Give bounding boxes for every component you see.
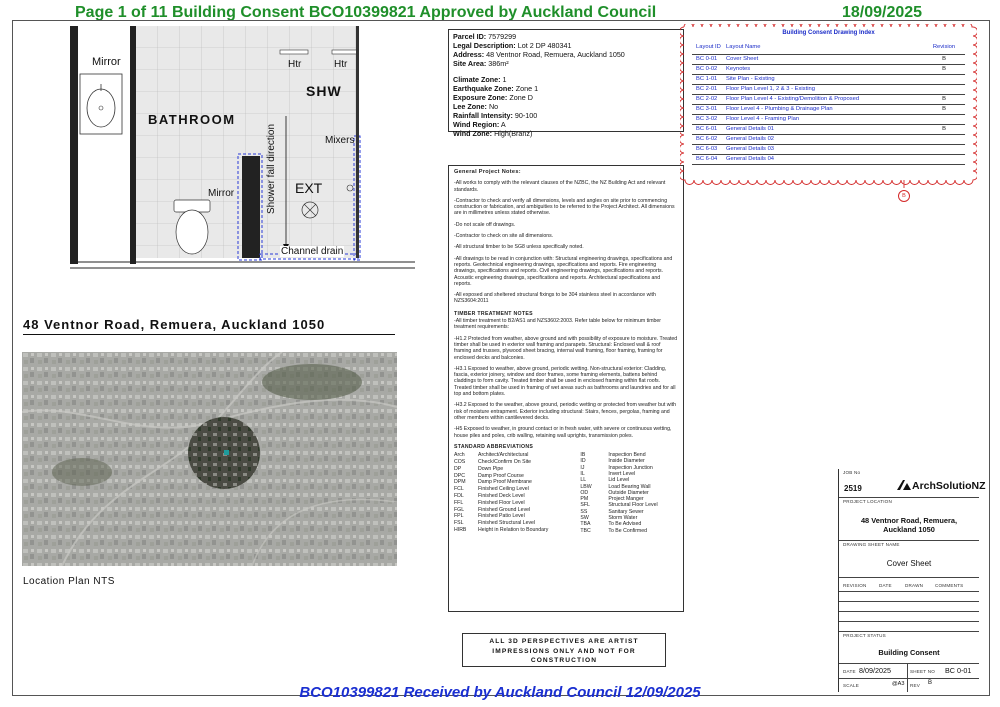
earthquake-label: Earthquake Zone: [453, 84, 514, 93]
abbreviation-meaning: Invert Level [608, 470, 636, 477]
lee-value: No [488, 102, 499, 111]
comments-col-label: COMMENTS [935, 583, 964, 588]
shower-fall-label: Shower fall direction [266, 123, 277, 214]
abbreviation-code: HIRB [454, 527, 467, 534]
abbreviation-meaning: Damp Proof Course [478, 472, 524, 479]
abbreviation-code: FFL [454, 499, 464, 506]
ext-label: EXT [295, 180, 323, 196]
abbreviation-code: OD [580, 489, 589, 496]
company-logo [897, 480, 986, 492]
index-table [692, 41, 965, 165]
abbreviations-right [580, 452, 657, 534]
abbreviation-code: COS [454, 458, 466, 465]
index-header-rev: Revision [923, 41, 965, 54]
wind-region-value: A [500, 120, 506, 129]
index-cell-id: BC 0-02 [692, 64, 726, 74]
abbreviation-meaning: Damp Proof Membrane [478, 479, 532, 486]
heater-label-1: Htr [288, 59, 302, 70]
exposure-label: Exposure Zone: [453, 93, 508, 102]
address-label: Address: [453, 50, 485, 59]
abbreviation-meaning: Sanitary Sewer [608, 508, 644, 515]
site-area-label: Site Area: [453, 59, 487, 68]
note-paragraph: -All drawings to be read in conjunction with: Structural engineering drawings, specifications and reports. Geotechnical engineering drawings, specifications and reports. Fire engineering drawings, specifications and reports. Civil engineering drawings, specifications and reports. Acoustic engineering drawings, specifications and reports. Architectural specifications and reports. [454, 255, 673, 287]
abbreviation-meaning: Finished Floor Level [478, 499, 525, 506]
abbreviations-heading: STANDARD ABBREVIATIONS [454, 443, 534, 450]
abbreviation-code: SFL [580, 502, 590, 509]
index-header-row [692, 41, 965, 54]
index-cell-rev [923, 114, 965, 124]
abbreviation-meaning: Architect/Architectural [478, 452, 529, 459]
timber-note: -H3.1 Exposed to weather, above ground, periodic wetting. Non-structural exterior: Cladding, fascia, exterior joinery, window and door frames, some framing elements, battens behind claddings to form cavity. Treated timber shall be used in enclosed framing within flat roofs. Treated timber shall be used in framing of wet areas such as bathrooms and laundries and for all top and bottom plates. [454, 365, 676, 398]
location-plan-caption: Location Plan NTS [23, 576, 115, 587]
parcel-id-value: 7579299 [488, 32, 517, 41]
wind-zone-label: Wind Zone: [453, 129, 493, 138]
index-cell-rev [923, 74, 965, 84]
abbreviation-code: SS [580, 508, 588, 515]
index-row [692, 84, 965, 94]
heater-label-2: Htr [334, 59, 348, 70]
index-cell-name: General Details 02 [726, 134, 923, 144]
bathroom-label: BATHROOM [148, 112, 236, 127]
abbreviation-code: IB [580, 452, 586, 459]
index-header-id: Layout ID [692, 41, 726, 54]
index-cell-name: General Details 03 [726, 144, 923, 154]
index-cell-rev: B [923, 64, 965, 74]
timber-heading: TIMBER TREATMENT NOTES [454, 310, 533, 317]
index-cell-name: Keynotes [726, 64, 923, 74]
index-row [692, 144, 965, 154]
abbreviation-meaning: Inspection Junction [608, 464, 653, 471]
rev-label: REV [910, 683, 921, 688]
parcel-id-label: Parcel ID: [453, 32, 487, 41]
note-paragraph: -All works to comply with the relevant clauses of the NZBC, the NZ Building Act and relevant standards. [454, 180, 666, 193]
abbreviation-meaning: Down Pipe [478, 465, 504, 472]
disclaimer-line: IMPRESSIONS ONLY AND NOT FOR [492, 647, 636, 655]
revision-col-label: REVISION [843, 583, 867, 588]
note-paragraph: -Contractor to check on site all dimensions. [454, 233, 554, 240]
index-cell-id: BC 6-02 [692, 134, 726, 144]
abbreviations-left [454, 452, 548, 534]
disclaimer-line: CONSTRUCTION [530, 657, 598, 664]
abbreviation-meaning: Finished Structural Level [478, 520, 536, 527]
abbreviation-meaning: Finished Deck Level [478, 492, 525, 499]
sheet-name-value: Cover Sheet [886, 559, 932, 568]
index-cell-rev: B [923, 94, 965, 104]
note-paragraph: -Do not scale off drawings. [454, 221, 516, 228]
index-cell-id: BC 6-03 [692, 144, 726, 154]
index-row [692, 154, 965, 164]
abbreviation-code: TBA [580, 521, 591, 528]
index-row [692, 114, 965, 124]
abbreviation-meaning: Finished Patio Level [478, 513, 525, 520]
index-cell-rev: B [923, 124, 965, 134]
approval-stamp-text: Page 1 of 11 Building Consent BCO10399821 Approved by Auckland Council [75, 4, 657, 21]
index-cell-name: General Details 01 [726, 124, 923, 134]
climate-label: Climate Zone: [453, 75, 501, 84]
project-location-label: PROJECT LOCATION [843, 499, 892, 504]
received-stamp: BCO10399821 Received by Auckland Council 12/09/2025 [299, 684, 701, 701]
index-cell-id: BC 3-01 [692, 104, 726, 114]
abbreviation-meaning: Structural Floor Level [608, 502, 658, 509]
title-block [838, 469, 986, 692]
index-cell-rev [923, 154, 965, 164]
sheet-no-value: BC 0-01 [945, 666, 972, 675]
abbreviation-code: LL [580, 477, 587, 484]
index-row [692, 64, 965, 74]
index-cell-name: Floor Plan Level 1, 2 & 3 - Existing [726, 84, 923, 94]
mixers-label: Mixers [325, 135, 355, 146]
abbreviation-code: IL [580, 470, 585, 477]
note-paragraph: -All exposed and sheltered structural fixings to be 304 stainless steel in accordance with NZS3604:2011 [454, 292, 656, 305]
index-cell-rev: B [923, 104, 965, 114]
scale-value: @A3 [892, 681, 905, 687]
date-value: 8/09/2025 [859, 666, 891, 675]
abbreviation-meaning: To Be Confirmed [608, 527, 648, 534]
abbreviation-code: DPM [454, 479, 466, 486]
abbreviation-meaning: Load Bearing Wall [608, 483, 651, 490]
index-row [692, 134, 965, 144]
index-row [692, 124, 965, 134]
abbreviation-meaning: Project Manger [608, 496, 644, 503]
logo-text: ArchSolutioNZ [912, 480, 986, 492]
scale-label: SCALE [843, 683, 860, 688]
abbreviation-code: FGL [454, 506, 465, 513]
project-location-line: 48 Ventnor Road, Remuera, [860, 516, 958, 525]
channel-drain-label: Channel drain [281, 246, 344, 257]
abbreviation-meaning: Lid Level [608, 477, 630, 484]
index-row [692, 54, 965, 64]
abbreviation-meaning: Finished Ceiling Level [478, 486, 529, 493]
site-area-value: 386m² [488, 59, 509, 68]
notes-heading: General Project Notes: [454, 169, 521, 175]
project-location-value [839, 516, 979, 534]
rainfall-value: 90-100 [514, 111, 538, 120]
mirror-label-top: Mirror [92, 56, 121, 68]
index-cell-id: BC 6-01 [692, 124, 726, 134]
timber-note: -H1.2 Protected from weather, above ground and with possibility of exposure to moisture. Treated timber shall be used in exterior wall framing and parapets. Structural: Enclosed wall & roof framing and trusses, plywood sheet bracing, internal wall framing, floor framing, framing for enclosed decks and balconies. [454, 335, 678, 361]
aerial-location-map [22, 352, 397, 566]
abbreviations-list [454, 452, 678, 534]
mirror-label-bottom: Mirror [208, 188, 235, 199]
logo-mark-icon [897, 480, 911, 490]
index-cell-rev: B [923, 54, 965, 64]
index-row [692, 94, 965, 104]
note-paragraph: -Contractor to check and verify all dimensions, levels and angles on site prior to commencing construction or fabrication, and ambiguities to be referred to the Project Architect. All dimensions are in millimetres unless stated otherwise. [454, 197, 675, 217]
abbreviation-code: Arch [454, 452, 465, 459]
project-location-line: Auckland 1050 [883, 525, 935, 534]
index-row [692, 74, 965, 84]
abbreviation-meaning: Finished Ground Level [478, 506, 531, 513]
address-value: 48 Ventnor Road, Remuera, Auckland 1050 [486, 50, 625, 59]
abbreviation-code: LBW [580, 483, 592, 490]
index-cell-name: Cover Sheet [726, 54, 923, 64]
index-cell-name: Floor Level 4 - Plumbing & Drainage Plan [726, 104, 923, 114]
index-cell-id: BC 2-02 [692, 94, 726, 104]
index-header-name: Layout Name [726, 41, 923, 54]
exposure-value: Zone D [509, 93, 533, 102]
abbreviation-code: DP [454, 465, 462, 472]
index-cell-name: Floor Level 4 - Framing Plan [726, 114, 923, 124]
wind-zone-value: High(Branz) [494, 129, 533, 138]
sheet-no-label: SHEET NO [910, 669, 935, 674]
address-underline [23, 334, 395, 335]
abbreviation-meaning: Check/Confirm On Site [478, 458, 532, 465]
approval-stamp-date: 18/09/2025 [842, 4, 923, 21]
project-status-value: Building Consent [878, 648, 940, 657]
project-status-label: PROJECT STATUS [843, 633, 886, 638]
shw-label: SHW [306, 83, 342, 99]
climate-value: 1 [502, 75, 507, 84]
index-cell-rev [923, 144, 965, 154]
index-cell-id: BC 1-01 [692, 74, 726, 84]
abbreviation-code: DPC [454, 472, 465, 479]
job-no-label: JOB No [843, 470, 861, 475]
rainfall-label: Rainfall Intensity: [453, 111, 513, 120]
index-cell-id: BC 3-02 [692, 114, 726, 124]
bathroom-plan-drawing [70, 26, 415, 271]
disclaimer-line: ALL 3D PERSPECTIVES ARE ARTIST [489, 638, 639, 645]
earthquake-value: Zone 1 [515, 84, 539, 93]
index-cell-name: Site Plan - Existing [726, 74, 923, 84]
abbreviation-code: FSL [454, 520, 464, 527]
rev-value: B [928, 680, 933, 686]
legal-label: Legal Description: [453, 41, 516, 50]
index-row [692, 104, 965, 114]
wind-region-label: Wind Region: [453, 120, 500, 129]
abbreviation-meaning: Inspection Bend [608, 452, 646, 459]
drawn-col-label: DRAWN [905, 583, 924, 588]
index-cell-rev [923, 84, 965, 94]
perspective-disclaimer [462, 633, 666, 667]
index-cell-rev [923, 134, 965, 144]
index-cell-id: BC 6-04 [692, 154, 726, 164]
timber-note: -H3.2 Exposed to the weather, above ground, periodic wetting or protected from weather but with risk of moisture entrapment. Exterior including structural: Stairs, fences, pergolas, framing and other members within cantilevered decks. [454, 402, 677, 421]
drawing-index [680, 24, 977, 199]
abbreviation-code: TBC [580, 527, 591, 534]
abbreviation-meaning: To Be Advised [608, 521, 642, 528]
index-cell-name: Floor Plan Level 4 - Existing/Demolition & Proposed [726, 94, 923, 104]
note-paragraph: -All structural timber to be SG8 unless specifically noted. [454, 244, 584, 251]
abbreviation-meaning: Inside Diameter [608, 458, 645, 465]
date-col-label: DATE [879, 583, 892, 588]
abbreviation-meaning: Outside Diameter [608, 489, 649, 496]
legal-value: Lot 2 DP 480341 [517, 41, 572, 50]
index-cell-id: BC 0-01 [692, 54, 726, 64]
revision-bubble: B [898, 190, 910, 202]
job-no-value: 2519 [844, 484, 862, 493]
abbreviation-code: ID [580, 458, 586, 465]
timber-note: -All timber treatment to B2/AS1 and NZS3602:2003. Refer table below for minimum timber treatment requirements: [454, 318, 662, 331]
abbreviation-code: FCL [454, 486, 464, 493]
index-cell-id: BC 2-01 [692, 84, 726, 94]
timber-note: -H5 Exposed to weather, in ground contact or in fresh water, with severe or continuous wetting, house piles and poles, crib walling, retaining wall uprights, transmission poles. [454, 426, 672, 439]
lee-label: Lee Zone: [453, 102, 487, 111]
abbreviation-code: IJ [580, 464, 585, 471]
sheet-name-label: DRAWING SHEET NAME [843, 542, 900, 547]
general-notes-panel [448, 165, 684, 612]
index-title: Building Consent Drawing Index [782, 30, 875, 36]
bathroom-plan [70, 26, 415, 271]
parcel-info-box [448, 29, 684, 138]
abbreviation-code: FPL [454, 513, 464, 520]
abbreviation-code: SW [580, 515, 589, 522]
site-address-title: 48 Ventnor Road, Remuera, Auckland 1050 [23, 317, 326, 332]
abbreviation-code: FDL [454, 492, 464, 499]
aerial-photo [22, 352, 397, 566]
abbreviation-meaning: Storm Water [608, 515, 638, 522]
index-cell-name: General Details 04 [726, 154, 923, 164]
abbreviation-meaning: Height in Relation to Boundary [478, 527, 549, 534]
abbreviation-code: PM [580, 496, 589, 503]
date-field-label: DATE [843, 669, 856, 674]
